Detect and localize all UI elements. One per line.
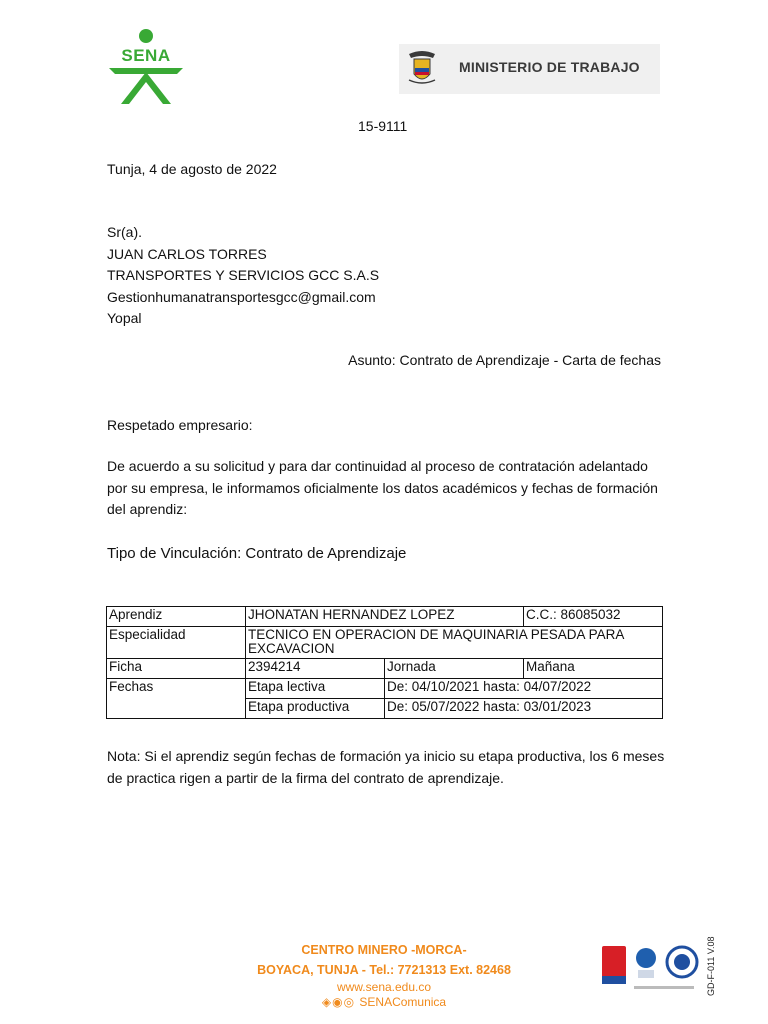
subject-line: Asunto: Contrato de Aprendizaje - Carta de fechas bbox=[348, 352, 661, 368]
recipient-company: TRANSPORTES Y SERVICIOS GCC S.A.S bbox=[107, 267, 380, 283]
intro-paragraph: De acuerdo a su solicitud y para dar continuidad al proceso de contratación adelantado por su empresa, le informamos oficialmente los datos académicos y fechas de formación del aprendiz: bbox=[107, 458, 658, 518]
social-icons: ◈◉◎ bbox=[321, 995, 360, 1009]
recipient-block bbox=[107, 222, 379, 330]
especialidad-value: TECNICO EN OPERACION DE MAQUINARIA PESADA PARA EXCAVACION bbox=[246, 627, 663, 659]
svg-text:SENA: SENA bbox=[121, 46, 171, 65]
document-number: 15-9111 bbox=[358, 118, 408, 134]
footer-center-name: CENTRO MINERO -MORCA- bbox=[301, 943, 467, 957]
footer-social bbox=[234, 994, 534, 1010]
etapa-lectiva-label: Etapa lectiva bbox=[246, 679, 385, 699]
fechas-label: Fechas bbox=[107, 679, 246, 699]
ficha-value: 2394214 bbox=[246, 659, 385, 679]
table-row bbox=[107, 627, 663, 659]
social-handle: SENAComunica bbox=[359, 995, 447, 1009]
table-row bbox=[107, 607, 663, 627]
ministry-banner bbox=[399, 44, 660, 94]
place-date: Tunja, 4 de agosto de 2022 bbox=[107, 161, 277, 177]
note-paragraph: Nota: Si el aprendiz según fechas de formación ya inicio su etapa productiva, los 6 meses de practica rigen a partir de la firma del contrato de aprendizaje. bbox=[107, 748, 665, 786]
footer-website-link[interactable]: www.sena.edu.co bbox=[336, 980, 432, 994]
recipient-email: Gestionhumanatransportesgcc@gmail.com bbox=[107, 288, 376, 305]
etapa-productiva-value: De: 05/07/2022 hasta: 03/01/2023 bbox=[385, 699, 663, 719]
table-row bbox=[107, 679, 663, 699]
table-row bbox=[107, 659, 663, 679]
jornada-value: Mañana bbox=[524, 659, 663, 679]
iqnet-certification-icon bbox=[667, 947, 697, 977]
etapa-lectiva-value: De: 04/10/2021 hasta: 04/07/2022 bbox=[385, 679, 663, 699]
icontec-certification-icon bbox=[636, 948, 656, 978]
cc-value: C.C.: 86085032 bbox=[524, 607, 663, 627]
fechas-label-continued bbox=[107, 699, 246, 719]
form-code: GD-F-011 V.08 bbox=[706, 936, 716, 996]
certification-logos bbox=[600, 944, 704, 996]
especialidad-label: Especialidad bbox=[107, 627, 246, 659]
recipient-salutation: Sr(a). bbox=[107, 224, 142, 240]
table-row bbox=[107, 699, 663, 719]
aprendiz-value: JHONATAN HERNANDEZ LOPEZ bbox=[246, 607, 524, 627]
recipient-name: JUAN CARLOS TORRES bbox=[107, 245, 267, 262]
colombia-crest-icon bbox=[405, 50, 439, 88]
etapa-productiva-label: Etapa productiva bbox=[246, 699, 385, 719]
aprendiz-label: Aprendiz bbox=[107, 607, 246, 627]
apprentice-data-table bbox=[106, 606, 663, 719]
recipient-city: Yopal bbox=[107, 310, 142, 326]
ficha-label: Ficha bbox=[107, 659, 246, 679]
jornada-label: Jornada bbox=[385, 659, 524, 679]
great-place-to-work-icon bbox=[602, 946, 626, 984]
ministry-name: MINISTERIO DE TRABAJO bbox=[459, 59, 640, 75]
footer-address: BOYACA, TUNJA - Tel.: 7721313 Ext. 82468 bbox=[257, 963, 511, 977]
vinculacion-type: Tipo de Vinculación: Contrato de Aprendizaje bbox=[107, 545, 407, 562]
greeting: Respetado empresario: bbox=[107, 417, 253, 433]
footer-contact bbox=[234, 940, 534, 1010]
sena-logo bbox=[105, 28, 187, 108]
certificate-number-lines bbox=[634, 986, 694, 989]
